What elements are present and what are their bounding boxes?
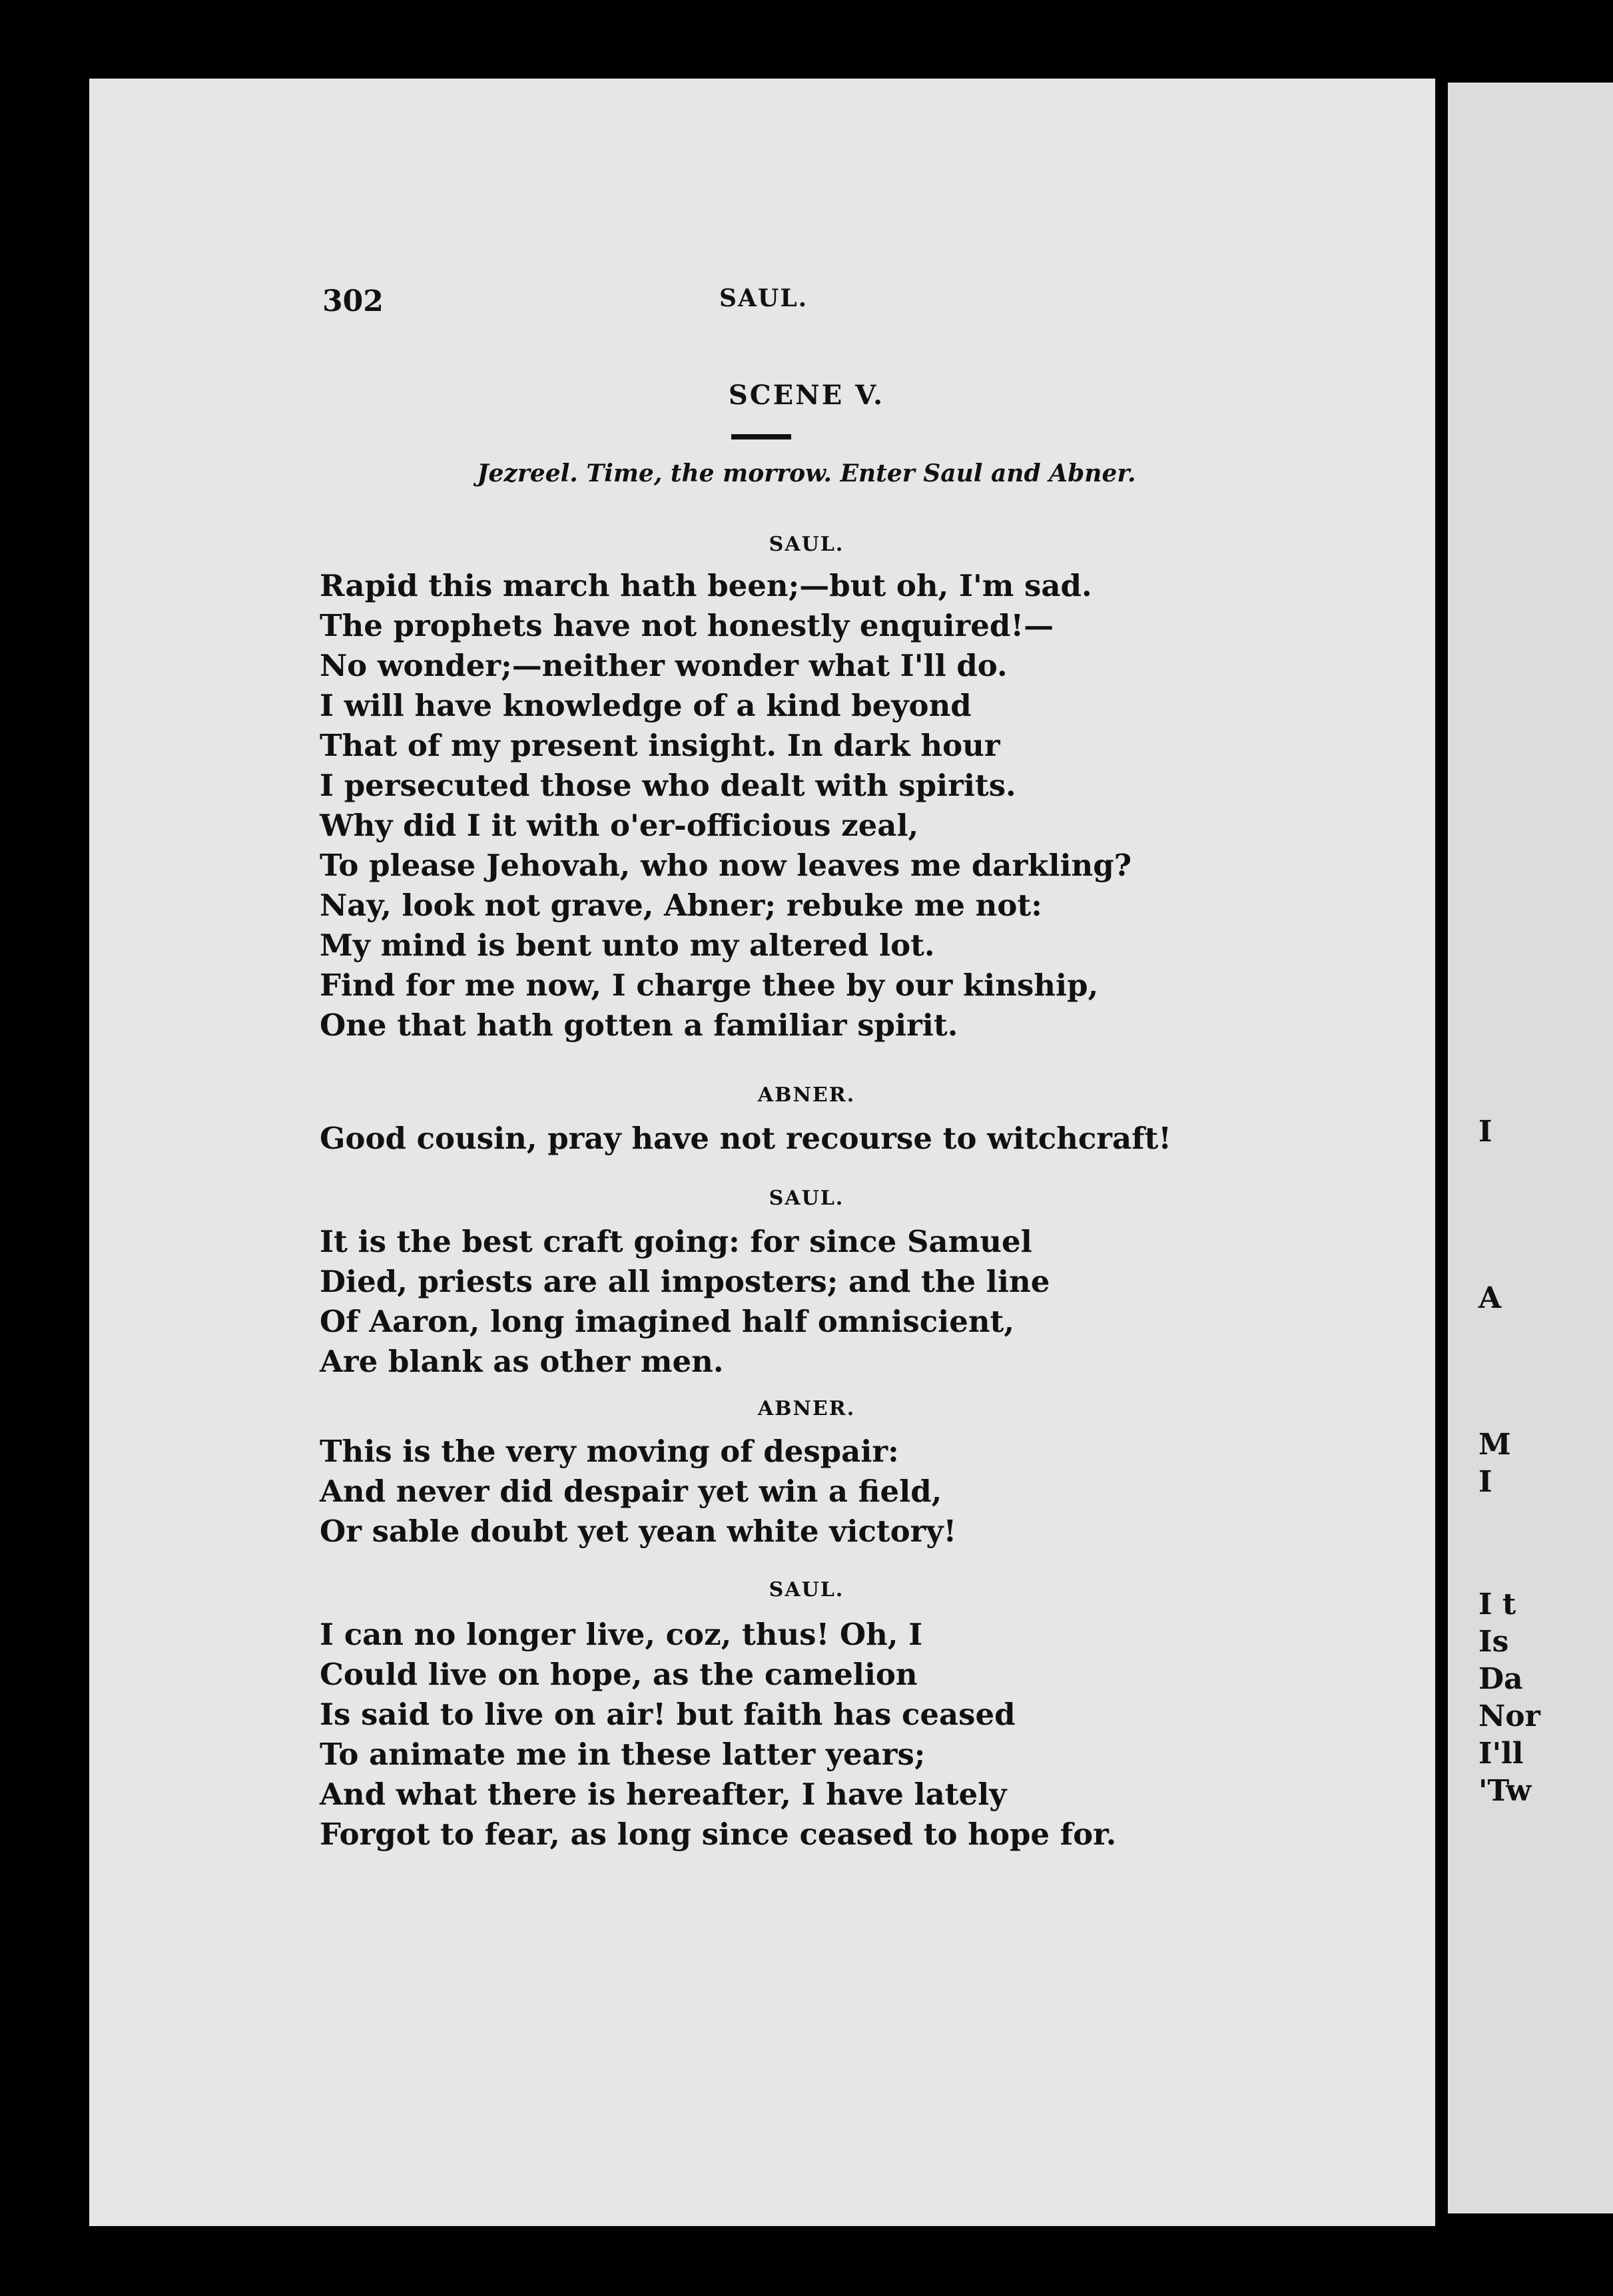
- facing-page-fragment: I: [1478, 1465, 1492, 1499]
- speech-lines: [320, 1222, 1050, 1382]
- verse-line: Or sable doubt yet yean white victory!: [320, 1514, 957, 1549]
- running-head: SAUL.: [719, 284, 808, 312]
- verse-line: Nay, look not grave, Abner; rebuke me not:: [320, 888, 1042, 923]
- stage-direction: Jezreel. Time, the morrow. Enter Saul and Abner.: [477, 459, 1136, 487]
- verse-line: One that hath gotten a familiar spirit.: [320, 1007, 958, 1043]
- verse-line: And what there is hereafter, I have lately: [320, 1777, 1007, 1812]
- verse-line: Why did I it with o'er-officious zeal,: [320, 808, 919, 843]
- verse-line: Could live on hope, as the camelion: [320, 1657, 918, 1692]
- facing-page-fragment: I: [1478, 1115, 1492, 1149]
- verse-line: Of Aaron, long imagined half omniscient,: [320, 1304, 1014, 1339]
- facing-page-fragment: 'Tw: [1478, 1774, 1532, 1808]
- facing-page-fragment: Is: [1478, 1625, 1509, 1659]
- verse-line: I can no longer live, coz, thus! Oh, I: [320, 1617, 923, 1652]
- verse-line: Forgot to fear, as long since ceased to hope for.: [320, 1817, 1117, 1852]
- verse-line: No wonder;—neither wonder what I'll do.: [320, 648, 1008, 683]
- verse-line: That of my present insight. In dark hour: [320, 728, 1000, 763]
- speaker-name: SAUL.: [769, 1578, 844, 1601]
- speaker-name: ABNER.: [757, 1083, 856, 1107]
- facing-page-fragment: Da: [1478, 1662, 1523, 1696]
- speaker-name: ABNER.: [757, 1397, 856, 1420]
- facing-page-fragment: Nor: [1478, 1699, 1540, 1733]
- facing-page-fragment: I t: [1478, 1587, 1516, 1621]
- facing-page-fragment: I'll: [1478, 1737, 1524, 1771]
- verse-line: Rapid this march hath been;—but oh, I'm sad.: [320, 568, 1092, 603]
- speaker-name: SAUL.: [769, 1187, 844, 1210]
- verse-line: Find for me now, I charge thee by our kinship,: [320, 968, 1099, 1003]
- verse-line: Died, priests are all imposters; and the line: [320, 1264, 1050, 1299]
- speech-lines: [320, 1119, 1171, 1159]
- speech-lines: [320, 566, 1131, 1045]
- verse-line: Is said to live on air! but faith has ceased: [320, 1697, 1016, 1732]
- verse-line: The prophets have not honestly enquired!—: [320, 608, 1054, 643]
- verse-line: To please Jehovah, who now leaves me darkling?: [320, 848, 1132, 883]
- verse-line: This is the very moving of despair:: [320, 1434, 899, 1469]
- verse-line: It is the best craft going: for since Samuel: [320, 1224, 1032, 1259]
- verse-line: And never did despair yet win a field,: [320, 1474, 942, 1509]
- verse-line: I will have knowledge of a kind beyond: [320, 688, 972, 723]
- speaker-name: SAUL.: [769, 533, 844, 556]
- speech-lines: [320, 1432, 956, 1552]
- page-number: 302: [322, 284, 384, 318]
- scene-title: SCENE V.: [728, 380, 885, 411]
- verse-line: I persecuted those who dealt with spirits.: [320, 768, 1016, 803]
- scene-title-rule: [731, 434, 791, 439]
- verse-line: My mind is bent unto my altered lot.: [320, 928, 935, 963]
- facing-page-fragment: A: [1478, 1281, 1502, 1315]
- verse-line: Good cousin, pray have not recourse to witchcraft!: [320, 1121, 1172, 1156]
- verse-line: To animate me in these latter years;: [320, 1737, 926, 1772]
- verse-line: Are blank as other men.: [320, 1344, 724, 1379]
- facing-page-fragment: M: [1478, 1428, 1511, 1462]
- speech-lines: [320, 1615, 1116, 1855]
